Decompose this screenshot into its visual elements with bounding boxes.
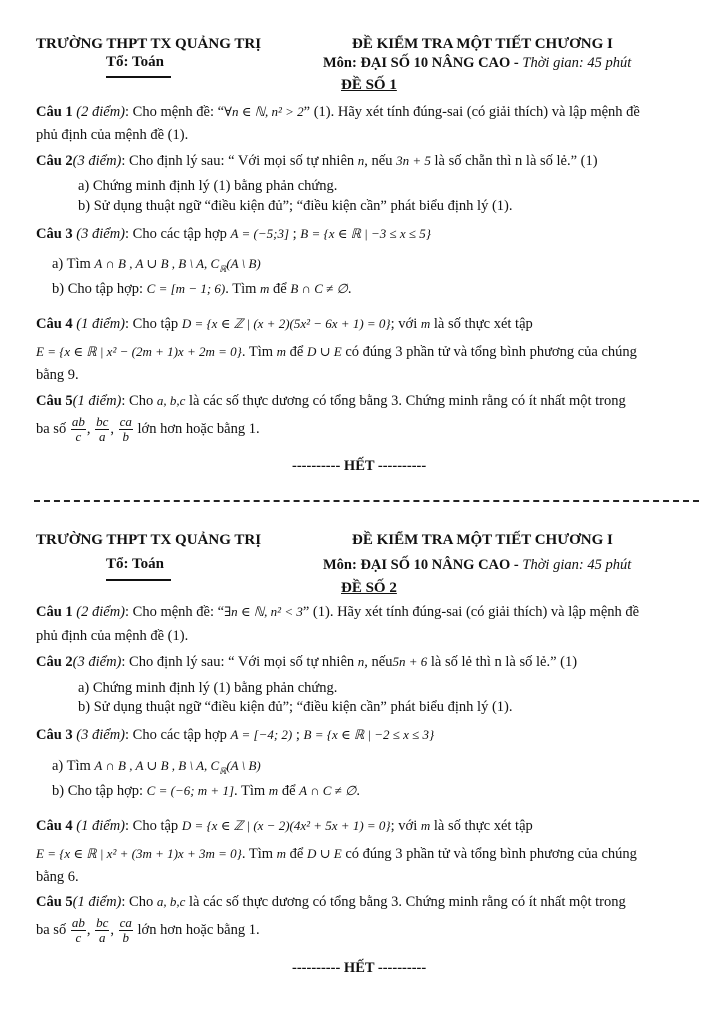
question-3-line-1 [36,226,431,243]
text: có đúng 3 phần tử và tổng bình phương của chúng [341,846,637,862]
denominator: b [122,930,130,945]
text: để [286,846,307,862]
text: : Cho [121,393,157,409]
question-points: (1 điểm) [76,818,126,834]
text: b) Cho tập hợp: [52,281,147,297]
text: : Cho [121,894,157,910]
math-var: a, b,c [156,894,186,909]
text: , nếu [364,153,397,169]
text: : Cho tập [125,818,182,834]
end-marker: ---------- HẾT ---------- [292,458,427,474]
text: lớn hơn hoặc bằng 1. [137,420,260,437]
math-var: m [260,281,270,296]
math-var: m [268,783,279,798]
question-1-line-2: phủ định của mệnh đề (1). [36,628,189,644]
question-points: (1 điểm) [76,316,126,332]
text: : Cho định lý sau: “ Với mọi số tự nhiên [121,654,358,670]
question-label: Câu 4 [36,818,73,834]
school-name: TRƯỜNG THPT TX QUẢNG TRỊ [36,36,262,52]
question-points: (2 điểm) [76,604,126,620]
text: : Cho mệnh đề: “ [125,104,225,120]
question-1-line-2: phủ định của mệnh đề (1). [36,127,189,143]
text: ba số [36,420,70,437]
formula: (A \ B) [226,256,261,271]
formula: 5n + 6 [392,654,428,669]
numerator: ca [119,414,132,429]
question-2-line-1 [36,153,598,170]
fraction [119,415,133,444]
math-var: n [357,153,365,168]
numerator: bc [96,915,109,930]
question-5-line-2: ba số $\frac{ab}{c}$ , $\frac{bc}{a}$ , $\frac{ca}{b}$ lớn hơn hoặc bằng 1. [36,414,260,444]
denominator: b [122,429,130,444]
numerator: ab [71,915,85,930]
text: để [286,344,307,360]
text: : Cho mệnh đề: “ [125,604,225,620]
text: . Tìm [234,783,269,799]
exam-title: ĐỀ KIỂM TRA MỘT TIẾT CHƯƠNG I [352,532,613,548]
text: ; với [390,818,421,834]
end-marker: ---------- HẾT ---------- [292,960,427,976]
text: để [269,281,291,297]
department: Tổ: Toán [106,556,164,572]
math-var: m [276,846,287,861]
department-underline [106,579,171,581]
question-3-part-a [52,758,261,777]
question-points: (3 điểm) [72,654,122,670]
fraction [95,916,109,945]
text: là các số thực dương có tổng bằng 3. Chứng minh rằng có ít nhất một trong [185,894,626,910]
time-limit: Thời gian: 45 phút [522,55,632,71]
question-4-line-3: bằng 6. [36,869,79,885]
formula: ∃n ∈ ℕ, n² < 3 [224,604,303,619]
text: để [278,783,300,799]
denominator: a [98,930,106,945]
math-var: a, b,c [156,393,186,408]
question-label: Câu 1 [36,604,73,620]
formula: (A \ B) [226,758,261,773]
question-2-part-b: b) Sử dụng thuật ngữ “điều kiện đủ”; “điều kiện cần” phát biểu định lý (1). [78,198,513,214]
text: ; [289,226,301,242]
text: . [356,783,360,799]
text: a) Tìm [52,256,95,272]
question-1-line-1 [36,104,640,121]
formula: D ∪ E [306,344,342,359]
question-label: Câu 1 [36,104,73,120]
department: Tổ: Toán [106,54,164,70]
text: là số thực xét tập [430,316,533,332]
time-limit: Thời gian: 45 phút [522,557,632,573]
set-c: C = [m − 1; 6) [146,281,226,296]
text: là số thực xét tập [430,818,533,834]
math-var: m [276,344,287,359]
text: : Cho các tập hợp [125,727,231,743]
math-var: m [420,316,431,331]
fraction [71,415,86,444]
question-3-line-1 [36,727,434,744]
question-1-line-1 [36,604,639,621]
question-3-part-b [52,783,360,800]
set-b: B = {x ∈ ℝ | −2 ≤ x ≤ 3} [303,727,435,742]
question-points: (1 điểm) [72,393,122,409]
question-4-line-1 [36,316,533,333]
set-d: D = {x ∈ ℤ | (x − 2)(4x² + 5x + 1) = 0} [181,818,391,833]
subject-line [323,55,631,72]
question-label: Câu 3 [36,727,73,743]
page-separator [34,500,699,502]
question-points: (3 điểm) [72,153,122,169]
text: ; với [390,316,421,332]
numerator: ab [71,414,85,429]
text: là các số thực dương có tổng bằng 3. Chứng minh rằng có ít nhất một trong [185,393,626,409]
question-4-line-3: bằng 9. [36,367,79,383]
text: a) Tìm [52,758,95,774]
numerator: ca [119,915,132,930]
text: là số lẻ thì n là số lẻ.” (1) [427,654,578,670]
text: , nếu [364,654,393,670]
exam-title: ĐỀ KIỂM TRA MỘT TIẾT CHƯƠNG I [352,36,613,52]
subject-line [323,557,631,574]
text: ; [292,727,304,743]
text: . Tìm [225,281,261,297]
question-3-part-a [52,256,261,275]
question-2-line-1 [36,654,577,671]
subject: Môn: ĐẠI SỐ 10 NÂNG CAO - [323,557,519,573]
text: . Tìm [241,344,277,360]
text: . Tìm [241,846,277,862]
subject: Môn: ĐẠI SỐ 10 NÂNG CAO - [323,55,519,71]
question-points: (3 điểm) [76,226,126,242]
question-label: Câu 2 [36,654,73,670]
text: : Cho tập [125,316,182,332]
question-2-part-a: a) Chứng minh định lý (1) bằng phản chứng. [78,178,338,194]
text: là số chẵn thì n là số lẻ.” (1) [430,153,598,169]
question-label: Câu 2 [36,153,73,169]
question-2-part-a: a) Chứng minh định lý (1) bằng phản chứng. [78,680,338,696]
fraction [71,916,86,945]
text: . [347,281,352,297]
text: có đúng 3 phần tử và tổng bình phương của chúng [341,344,637,360]
math-var: m [420,818,431,833]
math-var: n [357,654,365,669]
denominator: c [75,930,82,945]
set-b: B = {x ∈ ℝ | −3 ≤ x ≤ 5} [300,226,431,241]
text: b) Cho tập hợp: [52,783,147,799]
formula: A ∩ C ≠ ∅ [299,783,357,798]
text: : Cho định lý sau: “ Với mọi số tự nhiên [121,153,358,169]
question-label: Câu 5 [36,393,73,409]
set-c: C = (−6; m + 1] [146,783,235,798]
question-5-line-1 [36,393,626,410]
denominator: c [75,429,82,444]
question-2-part-b: b) Sử dụng thuật ngữ “điều kiện đủ”; “điều kiện cần” phát biểu định lý (1). [78,699,513,715]
subscript: ℝ [219,765,227,776]
question-points: (2 điểm) [76,104,126,120]
question-5-line-1 [36,894,626,911]
set-d: D = {x ∈ ℤ | (x + 2)(5x² − 6x + 1) = 0} [181,316,391,331]
school-name: TRƯỜNG THPT TX QUẢNG TRỊ [36,532,262,548]
subscript: ℝ [219,263,227,274]
question-5-line-2: ba số $\frac{ab}{c}$ , $\frac{bc}{a}$ , $\frac{ca}{b}$ lớn hơn hoặc bằng 1. [36,915,260,945]
text: : Cho các tập hợp [125,226,231,242]
text: lớn hơn hoặc bằng 1. [137,921,260,938]
exam-version: ĐỀ SỐ 2 [341,580,397,596]
formula: B ∩ C ≠ ∅ [290,281,348,296]
formula: D ∪ E [306,846,342,861]
set-e: E = {x ∈ ℝ | x² − (2m + 1)x + 2m = 0} [36,344,242,359]
numerator: bc [96,414,109,429]
set-a: A = [−4; 2) [230,727,293,742]
denominator: a [98,429,106,444]
fraction [119,916,133,945]
question-4-line-2 [36,846,637,863]
question-points: (1 điểm) [72,894,122,910]
text: ” (1). Hãy xét tính đúng-sai (có giải thích) và lập mệnh đề [303,104,640,120]
text: ba số [36,921,70,938]
formula: 3n + 5 [396,153,431,168]
set-e: E = {x ∈ ℝ | x² + (3m + 1)x + 3m = 0} [36,846,242,861]
formula: A ∩ B , A ∪ B , B \ A, C [94,256,220,271]
question-label: Câu 4 [36,316,73,332]
question-3-part-b [52,281,351,298]
question-points: (3 điểm) [76,727,126,743]
question-4-line-1 [36,818,533,835]
text: ” (1). Hãy xét tính đúng-sai (có giải thích) và lập mệnh đề [302,604,640,620]
formula: A ∩ B , A ∪ B , B \ A, C [94,758,220,773]
formula: ∀n ∈ ℕ, n² > 2 [224,104,304,119]
question-label: Câu 3 [36,226,73,242]
exam-version: ĐỀ SỐ 1 [341,77,397,93]
question-4-line-2 [36,344,637,361]
fraction [95,415,109,444]
question-label: Câu 5 [36,894,73,910]
set-a: A = (−5;3] [230,226,289,241]
department-underline [106,76,171,78]
